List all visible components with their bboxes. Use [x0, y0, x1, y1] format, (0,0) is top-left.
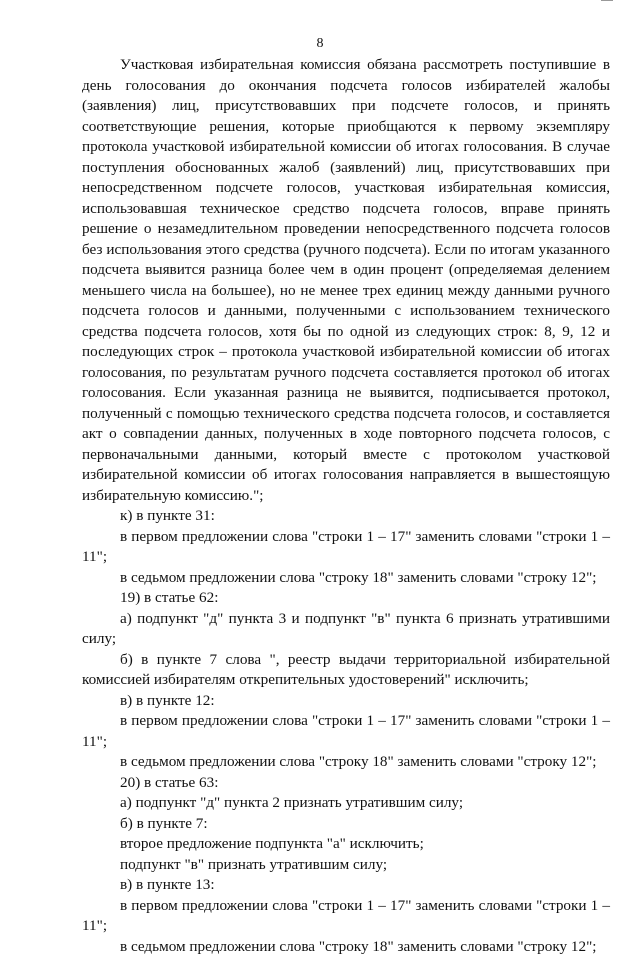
text-line-3: в седьмом предложении слова "строку 18" заменить словами "строку 12";	[82, 568, 610, 589]
text-line-12: б) в пункте 7:	[82, 814, 610, 835]
text-line-6: б) в пункте 7 слова ", реестр выдачи территориальной избирательной комиссией избирателям открепительных удостоверений" исключить;	[82, 650, 610, 691]
text-line-13: второе предложение подпункта "а" исключить;	[82, 834, 610, 855]
text-line-7: в) в пункте 12:	[82, 691, 610, 712]
text-line-17: в седьмом предложении слова "строку 18" заменить словами "строку 12";	[82, 937, 610, 957]
document-body	[82, 55, 610, 957]
text-line-11: а) подпункт "д" пункта 2 признать утратившим силу;	[82, 793, 610, 814]
text-line-2: в первом предложении слова "строки 1 – 17" заменить словами "строки 1 – 11";	[82, 527, 610, 568]
page-number: 8	[0, 34, 640, 55]
text-line-10: 20) в статье 63:	[82, 773, 610, 794]
text-line-16: в первом предложении слова "строки 1 – 17" заменить словами "строки 1 – 11";	[82, 896, 610, 937]
text-line-14: подпункт "в" признать утратившим силу;	[82, 855, 610, 876]
main-paragraph: Участковая избирательная комиссия обязана рассмотреть поступившие в день голосования до окончания подсчета голосов избирателей жалобы (заявления) лиц, присутствовавших при подсчете голосов, и принять соответствующие решения, которые приобщаются к первому экземпляру протокола участковой избирательной комиссии об итогах голосования. В случае поступления обоснованных жалоб (заявлений) лиц, присутствовавших при непосредственном подсчете голосов, участковая избирательная комиссия, использовавшая техническое средство подсчета голосов, вправе принять решение о незамедлительном проведении непосредственного подсчета голосов без использования этого средства (ручного подсчета). Если по итогам указанного подсчета выявится разница более чем в один процент (определяемая делением меньшего числа на большее), но не менее трех единиц между данными ручного подсчета голосов и данными, полученными с использованием технического средства подсчета голосов, хотя бы по одной из следующих строк: 8, 9, 12 и последующих строк – протокола участковой избирательной комиссии об итогах голосования, по результатам ручного подсчета составляется протокол об итогах голосования. Если указанная разница не выявится, подписывается протокол, полученный с помощью технического средства подсчета голосов, и составляется акт о совпадении данных, полученных в ходе повторного подсчета голосов, с первоначальными данными, который вместе с протоколом участковой избирательной комиссии об итогах голосования направляется в вышестоящую избирательную комиссию.";	[82, 55, 610, 506]
text-line-8: в первом предложении слова "строки 1 – 17" заменить словами "строки 1 – 11";	[82, 711, 610, 752]
text-line-15: в) в пункте 13:	[82, 875, 610, 896]
text-line-4: 19) в статье 62:	[82, 588, 610, 609]
text-line-1: к) в пункте 31:	[82, 506, 610, 527]
text-line-9: в седьмом предложении слова "строку 18" заменить словами "строку 12";	[82, 752, 610, 773]
scan-mark	[601, 0, 613, 1]
text-line-5: а) подпункт "д" пункта 3 и подпункт "в" пункта 6 признать утратившими силу;	[82, 609, 610, 650]
